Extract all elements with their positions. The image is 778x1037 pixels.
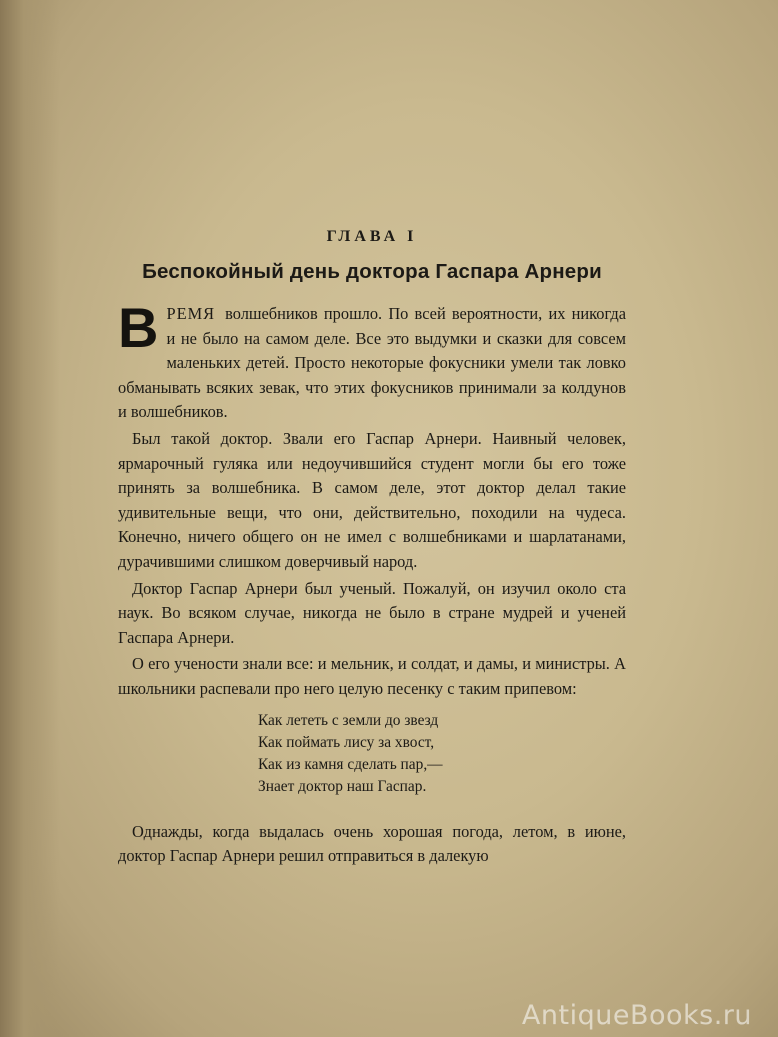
paragraph-2: Был такой доктор. Звали его Гаспар Арнери. Наивный человек, ярмарочный гуляка или недоучившийся студент могли бы его тоже принять за волшебника. В самом деле, этот доктор делал такие удивительные вещи, что они, действительно, походили на чудеса. Конечно, ничего общего он не имел с волшебниками и шарлатанами, дурачившими слишком доверчивый народ. xyxy=(118,428,626,571)
lead-word: РЕМЯ xyxy=(166,304,216,323)
page-gutter-shadow xyxy=(0,0,60,1037)
page-content xyxy=(118,228,626,871)
chapter-title: Беспокойный день доктора Гаспара Арнери xyxy=(142,260,602,283)
verse-line: Как лететь с земли до звезд xyxy=(258,711,439,729)
paragraph-4: О его учености знали все: и мельник, и солдат, и дамы, и министры. А школьники распевали про него целую песенку с таким припевом: xyxy=(118,654,626,698)
verse-line: Как из камня сделать пар,— xyxy=(258,755,443,773)
watermark: AntiqueBooks.ru xyxy=(521,1000,752,1031)
body-text xyxy=(118,296,626,869)
paragraph-5: Однажды, когда выдалась очень хорошая погода, летом, в июне, доктор Гаспар Арнери решил отправиться в далекую xyxy=(118,821,626,866)
drop-cap: В xyxy=(118,296,159,359)
paragraph-1-text: волшебников прошло. По всей вероятности, их никогда и не было на самом деле. Все это выдумки и сказки для совсем маленьких детей. Просто некоторые фокусники умели так ловко обманывать всяких зевак, что этих фокусников принимали за колдунов и волшебников. xyxy=(118,304,626,422)
verse-line: Знает доктор наш Гаспар. xyxy=(258,777,427,795)
verse-line: Как поймать лису за хвост, xyxy=(258,733,435,751)
paragraph-1 xyxy=(118,296,626,425)
verse-block xyxy=(258,710,626,798)
chapter-label: ГЛАВА I xyxy=(326,228,418,245)
paragraph-3: Доктор Гаспар Арнери был ученый. Пожалуй, он изучил около ста наук. Во всяком случае, никогда не было в стране мудрей и ученей Гаспара Арнери. xyxy=(118,578,626,647)
